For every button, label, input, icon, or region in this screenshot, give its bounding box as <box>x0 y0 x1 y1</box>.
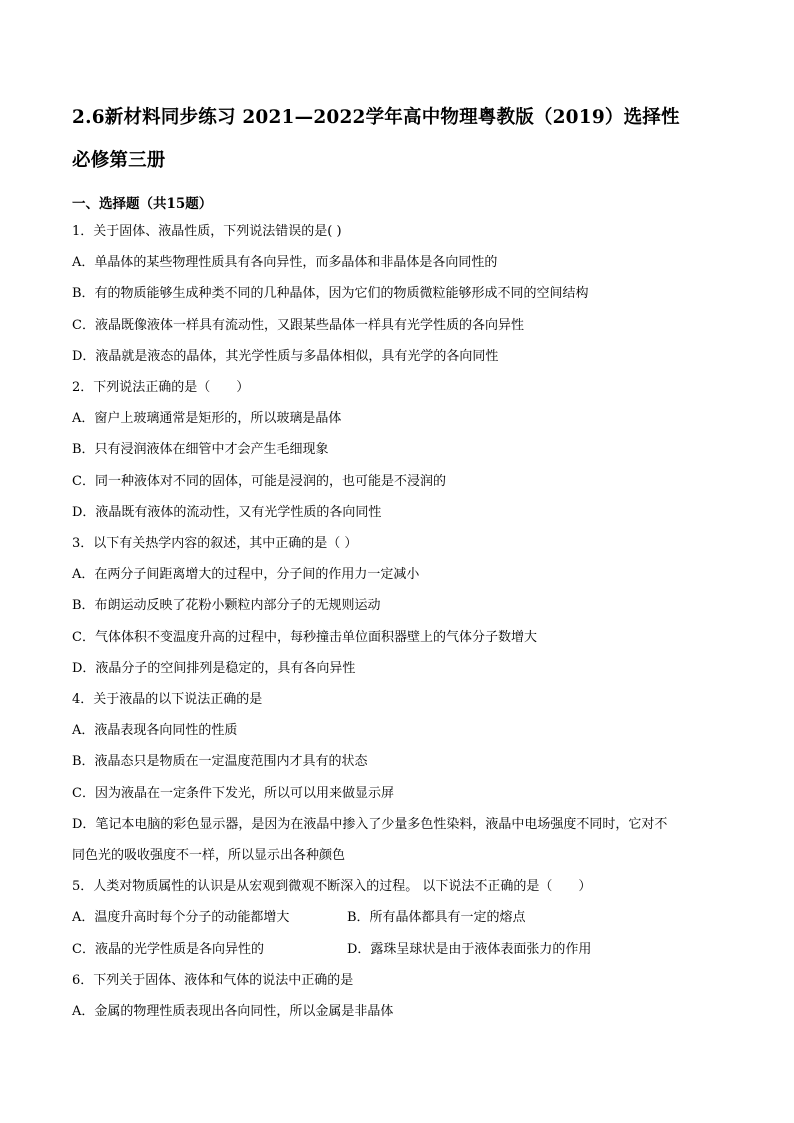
option-b: B．只有浸润液体在细管中才会产生毛细现象 <box>72 442 329 458</box>
option-b: B．液晶态只是物质在一定温度范围内才具有的状态 <box>72 754 368 770</box>
option-c: C．液晶既像液体一样具有流动性，又跟某些晶体一样具有光学性质的各向异性 <box>72 317 524 333</box>
question-5 <box>72 871 722 965</box>
question-stem: 3．以下有关热学内容的叙述，其中正确的是（ ） <box>72 536 358 552</box>
question-stem: 5．人类对物质属性的认识是从宏观到微观不断深入的过程。 以下说法不正确的是（ ） <box>72 879 592 895</box>
question-6 <box>72 965 722 1027</box>
option-a: A．在两分子间距离增大的过程中，分子间的作用力一定减小 <box>72 567 420 583</box>
question-4 <box>72 684 722 871</box>
option-a: A．温度升高时每个分子的动能都增大 <box>72 910 290 926</box>
question-2 <box>72 372 722 528</box>
option-d: D．液晶分子的空间排列是稳定的，具有各向异性 <box>72 660 356 676</box>
title-line-2: 必修第三册 <box>72 150 166 171</box>
question-stem: 1．关于固体、液晶性质，下列说法错误的是( ) <box>72 224 342 239</box>
option-a: A．金属的物理性质表现出各向同性，所以金属是非晶体 <box>72 1004 394 1020</box>
title-line-1: 2.6新材料同步练习 2021—2022学年高中物理粤教版（2019）选择性 <box>72 107 680 128</box>
option-b: B．有的物质能够生成种类不同的几种晶体，因为它们的物质微粒能够形成不同的空间结构 <box>72 286 589 302</box>
options-row-ab <box>72 902 722 933</box>
option-c: C．液晶的光学性质是各向异性的 <box>72 941 264 957</box>
question-1 <box>72 216 722 372</box>
option-b: B．布朗运动反映了花粉小颗粒内部分子的无规则运动 <box>72 598 381 614</box>
option-c: C．气体体积不变温度升高的过程中，每秒撞击单位面积器壁上的气体分子数增大 <box>72 629 537 645</box>
option-d-line-2: 同色光的吸收强度不一样，所以显示出各种颜色 <box>72 848 346 864</box>
document-title <box>72 96 722 182</box>
question-stem: 4．关于液晶的以下说法正确的是 <box>72 692 263 708</box>
document-page <box>72 96 722 1027</box>
options-row-cd <box>72 934 722 965</box>
option-a: A．窗户上玻璃通常是矩形的，所以玻璃是晶体 <box>72 411 342 427</box>
question-stem: 6．下列关于固体、液体和气体的说法中正确的是 <box>72 972 354 988</box>
question-3 <box>72 528 722 684</box>
option-a: A．单晶体的某些物理性质具有各向异性，而多晶体和非晶体是各向同性的 <box>72 255 498 271</box>
question-stem: 2．下列说法正确的是（ ） <box>72 380 250 396</box>
option-a: A．液晶表现各向同性的性质 <box>72 723 238 739</box>
option-d: D．液晶既有液体的流动性，又有光学性质的各向同性 <box>72 504 382 520</box>
option-c: C．因为液晶在一定条件下发光，所以可以用来做显示屏 <box>72 785 394 801</box>
option-d: D．露珠呈球状是由于液体表面张力的作用 <box>347 941 592 957</box>
option-c: C．同一种液体对不同的固体，可能是浸润的，也可能是不浸润的 <box>72 473 446 489</box>
option-d: D．液晶就是液态的晶体，其光学性质与多晶体相似，具有光学的各向同性 <box>72 348 499 364</box>
option-d-line-1: D．笔记本电脑的彩色显示器，是因为在液晶中掺入了少量多色性染料，液晶中电场强度不同时，它对不 <box>72 816 668 832</box>
section-heading: 一、选择题（共15题） <box>72 196 213 212</box>
option-b: B．所有晶体都具有一定的熔点 <box>347 910 526 926</box>
